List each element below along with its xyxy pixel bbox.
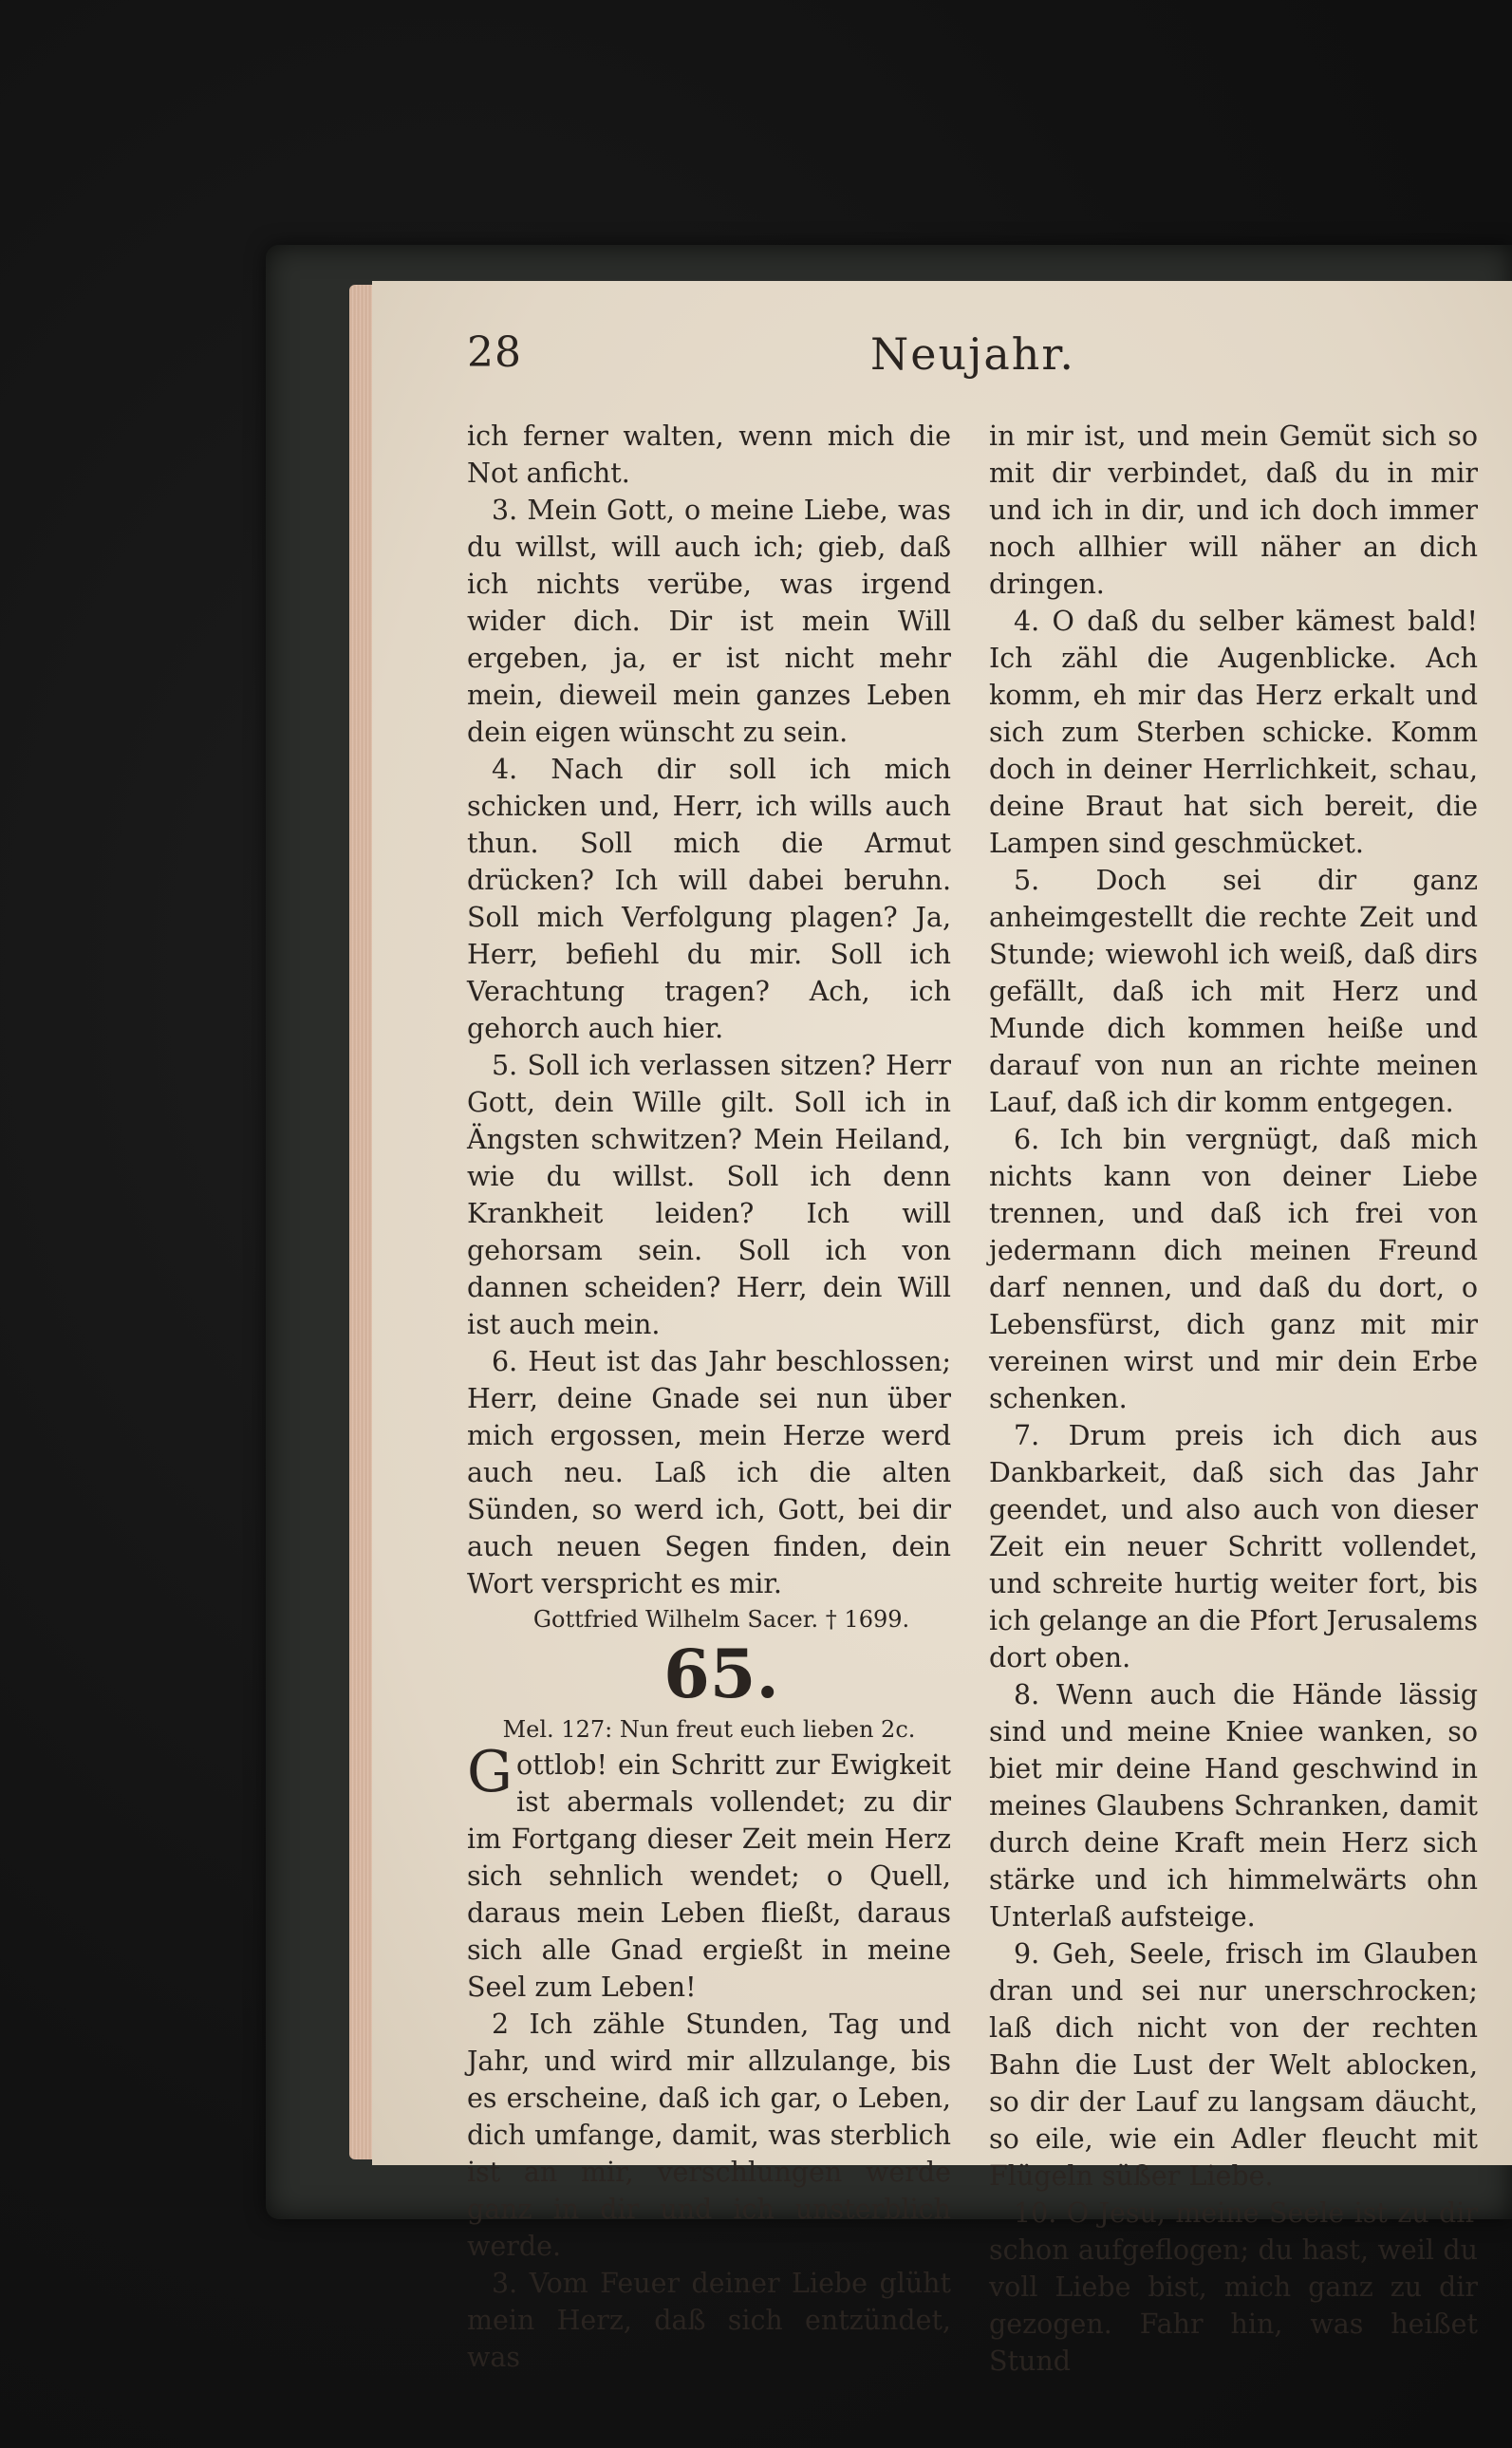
running-title: Neujahr.: [870, 328, 1075, 380]
hymn-number: 65.: [663, 1635, 779, 1713]
book-page: [372, 281, 1512, 2377]
right-column: [989, 418, 1478, 2380]
paragraph: 6. Ich bin vergnügt, daß mich nichts kann von deiner Liebe trennen, und daß ich frei von jedermann dich meinen Freund darf nennen, und daß du dort, o Lebensfürst, dich ganz mit mir vereinen wirst und mir dein Erbe schenken.: [989, 1124, 1478, 1414]
paragraph: 5. Doch sei dir ganz anheimgestellt die rechte Zeit und Stunde; wiewohl ich weiß, daß dirs gefällt, daß ich mit Herz und Munde dich kommen heiße und darauf von nun an richte meinen Lauf, daß ich dir komm entgegen.: [989, 865, 1478, 1118]
paragraph: 4. Nach dir soll ich mich schicken und, Herr, ich wills auch thun. Soll mich die Armut drücken? Ich will dabei beruhn. Soll mich Verfolgung plagen? Ja, Herr, befiehl du mir. Soll ich Verachtung tragen? Ach, ich gehorch auch hier.: [467, 754, 951, 1044]
left-column: [467, 418, 951, 2376]
page-number: 28: [467, 328, 522, 377]
paragraph: in mir ist, und mein Gemüt sich so mit dir verbindet, daß du in mir und ich in dir, und ich doch immer noch allhier will näher an dich dringen.: [989, 420, 1478, 600]
hymn-first-stanza: [467, 1739, 951, 2006]
paragraph: 9. Geh, Seele, frisch im Glauben dran und sei nur unerschrocken; laß dich nicht von der rechten Bahn die Lust der Welt ablocken, so dir der Lauf zu langsam däucht, so eile, wie ein Adler fleucht mit Flügeln süßer Liebe.: [989, 1938, 1478, 2192]
paragraph: 5. Soll ich verlassen sitzen? Herr Gott, dein Wille gilt. Soll ich in Ängsten schwitzen? Mein Heiland, wie du willst. Soll ich denn Krankheit leiden? Ich will gehorsam sein. Soll ich von dannen scheiden? Herr, dein Will ist auch mein.: [467, 1050, 951, 1340]
paragraph: 7. Drum preis ich dich aus Dankbarkeit, daß sich das Jahr geendet, und also auch von dieser Zeit ein neuer Schritt vollendet, und schreite hurtig weiter fort, bis ich gelange an die Pfort Jerusalems dort oben.: [989, 1420, 1478, 1673]
paragraph: 4. O daß du selber kämest bald! Ich zähl die Augenblicke. Ach komm, eh mir das Herz erkalt und sich zum Sterben schicke. Komm doch in deiner Herrlichkeit, schau, deine Braut hat sich bereit, die Lampen sind geschmücket.: [989, 606, 1478, 859]
paragraph: 8. Wenn auch die Hände lässig sind und meine Kniee wanken, so biet mir deine Hand geschwind in meines Glaubens Schranken, damit durch deine Kraft mein Herz sich stärke und ich himmelwärts ohn Unterlaß aufsteige.: [989, 1679, 1478, 1933]
paragraph: 10. O Jesu, meine Seele ist zu dir schon aufgeflogen; du hast, weil du voll Liebe bist, mich ganz zu dir gezogen. Fahr hin, was heißet Stund: [989, 2197, 1478, 2377]
melody-reference: Mel. 127: Nun freut euch lieben 2c.: [502, 1716, 916, 1743]
drop-cap: G: [467, 1739, 513, 1805]
paragraph: 3. Mein Gott, o meine Liebe, was du willst, will auch ich; gieb, daß ich nichts verübe, was irgend wider dich. Dir ist mein Will ergeben, ja, er ist nicht mehr mein, dieweil mein ganzes Leben dein eigen wünscht zu sein.: [467, 495, 951, 748]
stanza-text: ottlob! ein Schritt zur Ewigkeit ist abermals vollendet; zu dir im Fortgang dieser Zeit mein Herz sich sehnlich wendet; o Quell, daraus mein Leben fließt, daraus sich alle Gnad ergießt in meine Seel zum Leben!: [467, 1749, 951, 2003]
hymn-attribution: Gottfried Wilhelm Sacer. † 1699.: [532, 1606, 910, 1633]
paragraph: ich ferner walten, wenn mich die Not anficht.: [467, 420, 951, 489]
page-header: [467, 328, 1473, 395]
paragraph: 3. Vom Feuer deiner Liebe glüht mein Herz, daß sich entzündet, was: [467, 2268, 951, 2373]
paragraph: 6. Heut ist das Jahr beschlossen; Herr, deine Gnade sei nun über mich ergossen, mein Herze werd auch neu. Laß ich die alten Sünden, so werd ich, Gott, bei dir auch neuen Segen finden, dein Wort verspricht es mir.: [467, 1346, 951, 1599]
paragraph: 2 Ich zähle Stunden, Tag und Jahr, und wird mir allzulange, bis es erscheine, daß ich gar, o Leben, dich umfange, damit, was sterblich ist an mir, verschlungen werde ganz in dir und ich unsterblich werde.: [467, 2009, 951, 2262]
